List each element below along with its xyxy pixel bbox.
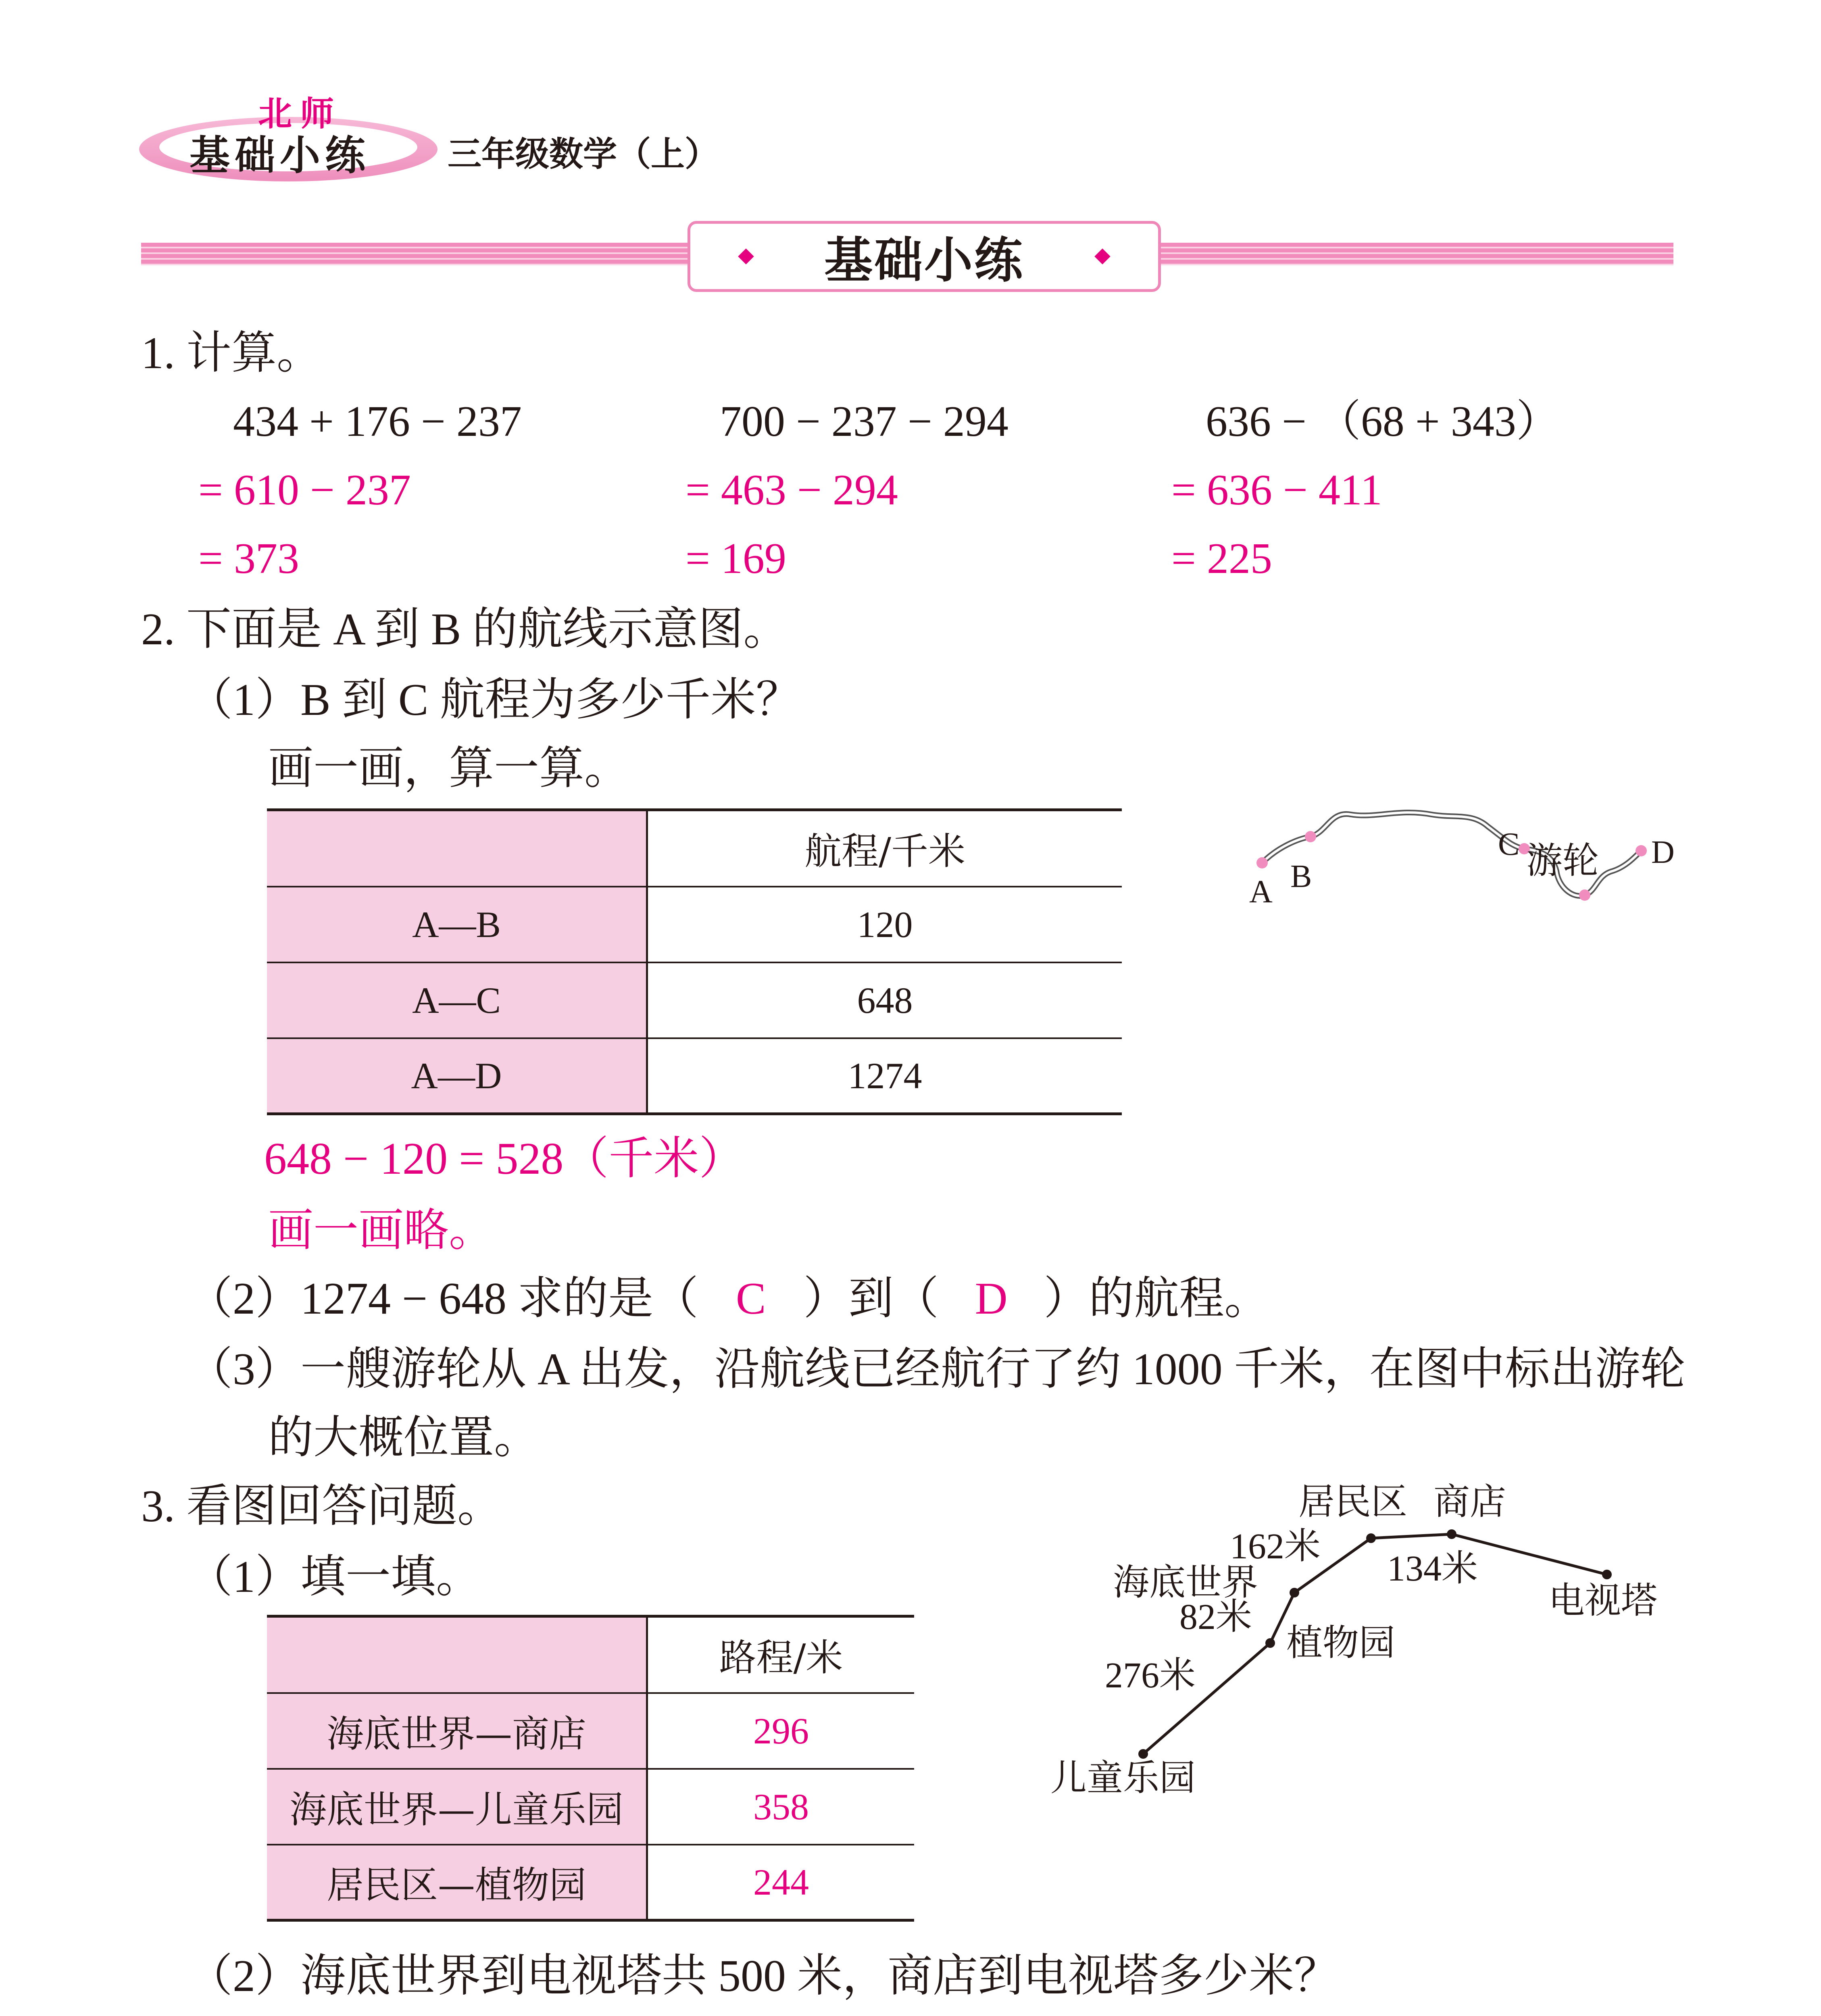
table-row bbox=[267, 1693, 914, 1769]
q1-col2-line2: = 463 − 294 bbox=[685, 466, 898, 514]
label-shop: 商店 bbox=[1433, 1481, 1506, 1523]
table-corner bbox=[267, 1616, 647, 1693]
point-d bbox=[1636, 845, 1647, 856]
row-value: 1274 bbox=[647, 1038, 1122, 1114]
banner-title bbox=[688, 221, 1161, 292]
label-tvtower: 电视塔 bbox=[1548, 1579, 1657, 1622]
q1-col3-line1: 636 − （68 + 343） bbox=[1206, 398, 1560, 446]
q1-title: 1. 计算。 bbox=[141, 328, 322, 378]
label-b: B bbox=[1290, 859, 1312, 894]
row-value: 120 bbox=[647, 887, 1122, 962]
q2-p1-answer: 648 − 120 = 528（千米） bbox=[264, 1134, 744, 1184]
diamond-icon bbox=[1094, 248, 1111, 264]
node-tvtower bbox=[1602, 1570, 1612, 1579]
label-d276: 276米 bbox=[1105, 1656, 1196, 1695]
logo-series: 基础小练 bbox=[190, 132, 370, 179]
q2-p2-answer-d: D bbox=[975, 1274, 1008, 1324]
ship-marker bbox=[1579, 889, 1590, 901]
q1-col1-line3: = 373 bbox=[198, 535, 299, 583]
label-c: C bbox=[1498, 827, 1520, 862]
table-corner bbox=[267, 810, 647, 887]
q1-col3-line2: = 636 − 411 bbox=[1171, 466, 1382, 514]
table-header: 航程/千米 bbox=[647, 810, 1122, 887]
route-diagram bbox=[1230, 802, 1694, 935]
table-row bbox=[267, 1845, 914, 1920]
table-row bbox=[267, 1769, 914, 1845]
label-d: D bbox=[1651, 835, 1675, 870]
q3-distance-table bbox=[267, 1615, 914, 1922]
node-shop bbox=[1447, 1529, 1456, 1539]
label-d134: 134米 bbox=[1387, 1549, 1478, 1589]
label-d162: 162米 bbox=[1230, 1527, 1321, 1566]
label-playground: 儿童乐园 bbox=[1050, 1757, 1196, 1799]
q2-p2 bbox=[188, 1274, 1270, 1324]
row-label: A—B bbox=[267, 887, 647, 962]
label-d82: 82米 bbox=[1179, 1597, 1252, 1637]
banner-title-text: 基础小练 bbox=[824, 233, 1024, 289]
point-a bbox=[1256, 857, 1268, 868]
grade-label: 三年级数学（上） bbox=[448, 134, 719, 174]
table-row bbox=[267, 887, 1122, 962]
route-map bbox=[1040, 1468, 1694, 1814]
q2-p1-sub: 画一画，算一算。 bbox=[268, 744, 629, 793]
table-row bbox=[267, 962, 1122, 1038]
row-label: 海底世界—商店 bbox=[267, 1693, 647, 1769]
q2-p3-line2: 的大概位置。 bbox=[268, 1413, 539, 1463]
q2-p3-line1: （3）一艘游轮从 A 出发，沿航线已经航行了约 1000 千米，在图中标出游轮 bbox=[188, 1344, 1686, 1394]
row-label: A—C bbox=[267, 962, 647, 1038]
point-b bbox=[1305, 831, 1316, 842]
row-value: 358 bbox=[647, 1769, 915, 1845]
label-botanical: 植物园 bbox=[1286, 1622, 1395, 1664]
diamond-icon bbox=[738, 248, 754, 264]
row-value: 648 bbox=[647, 962, 1122, 1038]
table-header: 路程/米 bbox=[647, 1616, 915, 1693]
q2-p2-mid: ）到（ bbox=[803, 1274, 939, 1324]
logo-publisher: 北师 bbox=[258, 94, 342, 133]
q3-title: 3. 看图回答问题。 bbox=[141, 1481, 502, 1531]
q1-col3-line3: = 225 bbox=[1171, 535, 1272, 583]
q2-p1-title: （1）B 到 C 航程为多少千米？ bbox=[188, 675, 801, 725]
q3-p1-title: （1）填一填。 bbox=[188, 1552, 481, 1602]
table-row bbox=[267, 1038, 1122, 1114]
q1-col2-line3: = 169 bbox=[685, 535, 786, 583]
q1-col2-line1: 700 − 237 − 294 bbox=[720, 398, 1008, 446]
row-label: 居民区—植物园 bbox=[267, 1845, 647, 1920]
label-seaworld: 海底世界 bbox=[1113, 1561, 1258, 1604]
q2-p2-post: ）的航程。 bbox=[1044, 1274, 1270, 1324]
label-a: A bbox=[1249, 874, 1273, 910]
q2-p2-answer-c: C bbox=[735, 1274, 766, 1324]
q2-p2-pre: （2）1274 − 648 求的是（ bbox=[188, 1274, 699, 1324]
label-residential: 居民区 bbox=[1298, 1481, 1407, 1523]
q2-distance-table bbox=[267, 808, 1122, 1115]
node-seaworld bbox=[1290, 1588, 1299, 1597]
row-label: A—D bbox=[267, 1038, 647, 1114]
q1-col1-line1: 434 + 176 − 237 bbox=[233, 398, 522, 446]
row-value: 244 bbox=[647, 1845, 915, 1920]
node-residential bbox=[1366, 1533, 1376, 1543]
row-value: 296 bbox=[647, 1693, 915, 1769]
q1-col1-line2: = 610 − 237 bbox=[198, 466, 411, 514]
q2-p1-draw: 画一画略。 bbox=[268, 1204, 494, 1256]
row-label: 海底世界—儿童乐园 bbox=[267, 1769, 647, 1845]
q3-p2-title: （2）海底世界到电视塔共 500 米，商店到电视塔多少米？ bbox=[188, 1951, 1339, 2001]
label-ship: 游轮 bbox=[1526, 839, 1599, 882]
q2-title: 2. 下面是 A 到 B 的航线示意图。 bbox=[141, 604, 789, 654]
node-botanical bbox=[1265, 1638, 1275, 1648]
